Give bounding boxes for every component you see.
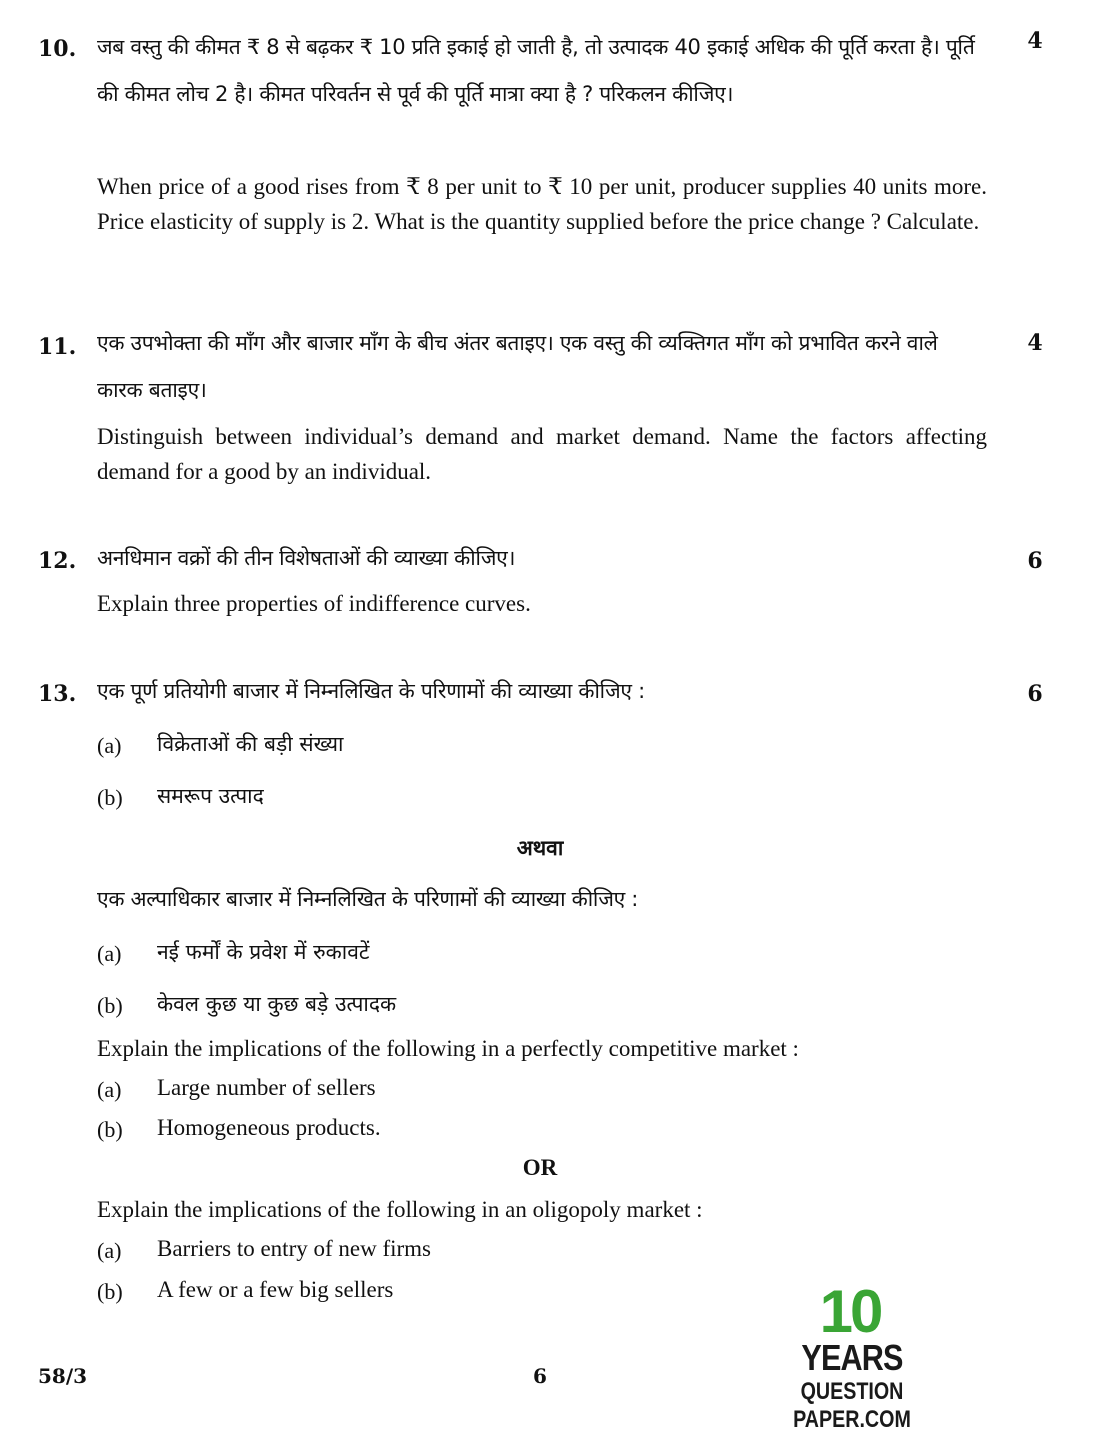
q13-hindi-or: अथवा (516, 836, 564, 860)
q12-hindi-text: अनधिमान वक्रों की तीन विशेषताओं की व्याख्या कीजिए। (97, 546, 516, 570)
q13-hindi-item-b2: केवल कुछ या कुछ बड़े उत्पादक (157, 992, 397, 1016)
q12-english-text: Explain three properties of indifference curves. (97, 591, 531, 616)
marks-q10: 4 (1027, 28, 1043, 54)
q13-english-label-a: (a) (97, 1077, 122, 1102)
q13-hindi-label-a2: (a) (97, 941, 122, 966)
q13-hindi-intro-2: एक अल्पाधिकार बाजार में निम्नलिखित के परिणामों की व्याख्या कीजिए : (97, 887, 639, 911)
q11-english-text: Distinguish between individual’s demand and market demand. Name the factors affecting demand for a good by an individual. (97, 424, 987, 484)
q13-hindi-item-a2: नई फर्मों के प्रवेश में रुकावटें (157, 940, 370, 964)
q13-hindi-intro: एक पूर्ण प्रतियोगी बाजार में निम्नलिखित के परिणामों की व्याख्या कीजिए : (97, 679, 645, 703)
question-number-12: 12. (38, 548, 77, 574)
watermark-logo (732, 1278, 972, 1433)
q11-hindi-text: एक उपभोक्ता की माँग और बाजार माँग के बीच अंतर बताइए। एक वस्तु की व्यक्तिगत माँग को प्रभावित करने वाले कारक बताइए। (97, 331, 938, 402)
question-number-10: 10. (38, 36, 77, 62)
marks-q12: 6 (1027, 548, 1043, 574)
q13-english-item-b: Homogeneous products. (157, 1115, 381, 1140)
q13-hindi-label-b2: (b) (97, 993, 123, 1018)
q13-hindi-label-b: (b) (97, 785, 123, 810)
q13-english-label-b2: (b) (97, 1279, 123, 1304)
q13-english-label-a2: (a) (97, 1238, 122, 1263)
q10-english-text: When price of a good rises from ₹ 8 per unit to ₹ 10 per unit, producer supplies 40 units more. Price elasticity of supply is 2. What is the quantity supplied before the price change ? Calculate. (97, 174, 987, 234)
paper-code: 58/3 (38, 1364, 88, 1388)
page-number: 6 (533, 1364, 547, 1388)
q13-english-label-b: (b) (97, 1117, 123, 1142)
q13-english-item-b2: A few or a few big sellers (157, 1277, 394, 1302)
q13-hindi-item-b: समरूप उत्पाद (157, 784, 264, 808)
q13-hindi-item-a: विक्रेताओं की बड़ी संख्या (157, 732, 344, 756)
q13-english-item-a: Large number of sellers (157, 1075, 376, 1100)
q10-hindi-text: जब वस्तु की कीमत ₹ 8 से बढ़कर ₹ 10 प्रति इकाई हो जाती है, तो उत्पादक 40 इकाई अधिक की पूर्ति करता है। पूर्ति की कीमत लोच 2 है। कीमत परिवर्तन से पूर्व की पूर्ति मात्रा क्या है ? परिकलन कीजिए। (97, 35, 975, 106)
q13-english-intro-2: Explain the implications of the following in an oligopoly market : (97, 1197, 703, 1222)
question-number-11: 11. (38, 334, 77, 360)
q13-hindi-label-a: (a) (97, 733, 122, 758)
watermark-number: 10 (819, 1278, 881, 1345)
watermark-years: YEARS (801, 1337, 903, 1378)
question-number-13: 13. (38, 681, 77, 707)
watermark-site: QUESTION PAPER.COM (793, 1378, 911, 1433)
marks-q11: 4 (1027, 330, 1043, 356)
q13-english-item-a2: Barriers to entry of new firms (157, 1236, 432, 1261)
marks-q13: 6 (1027, 681, 1043, 707)
q13-english-or: OR (522, 1155, 558, 1180)
q13-english-intro: Explain the implications of the following in a perfectly competitive market : (97, 1036, 799, 1061)
